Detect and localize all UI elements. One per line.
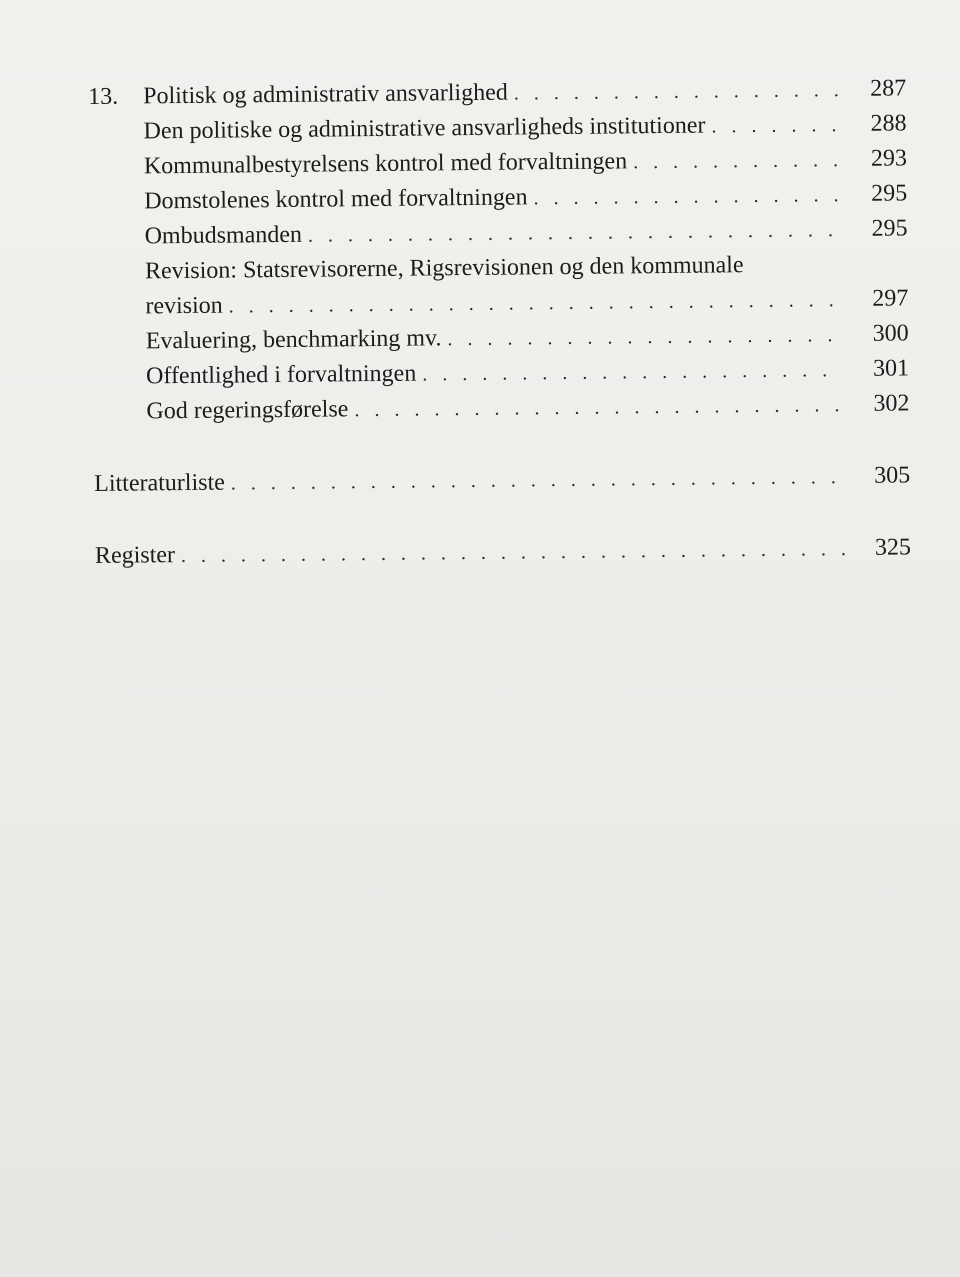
page-number: 295 (871, 215, 908, 242)
toc-entry-back-matter (92, 458, 910, 502)
toc-entry (91, 386, 909, 430)
table-of-contents (88, 71, 911, 574)
dot-leader (533, 178, 841, 216)
section-title-line2: revision (145, 292, 223, 320)
section-title: Den politiske og administrative ansvarligheds institutioner (143, 112, 706, 145)
page-number: 301 (872, 355, 910, 382)
dot-leader (711, 108, 840, 144)
section-title: God regeringsførelse (146, 396, 349, 425)
section-title: Ombudsmanden (144, 221, 303, 250)
chapter-number: 13. (88, 83, 119, 110)
dot-leader (231, 460, 845, 501)
dot-leader (447, 318, 843, 357)
dot-leader (633, 143, 841, 180)
section-title-line1: Revision: Statsrevisorerne, Rigsrevisionen og den kommunale (144, 252, 744, 285)
toc-entry-wrapped (90, 246, 909, 325)
dot-leader (514, 73, 841, 111)
section-title: Domstolenes kontrol med forvaltningen (144, 184, 528, 215)
page-number: 297 (872, 285, 909, 312)
page-number: 325 (874, 534, 912, 561)
dot-leader (354, 388, 843, 428)
chapter-title: Politisk og administrativ ansvarlighed (143, 79, 508, 110)
page-number: 302 (873, 390, 910, 417)
page-number: 293 (870, 145, 908, 172)
page-number: 288 (870, 110, 907, 137)
section-title: Kommunalbestyrelsens kontrol med forvaltningen (143, 148, 628, 180)
page-number: 300 (872, 320, 909, 347)
back-matter-title: Register (94, 542, 176, 569)
back-matter-title: Litteraturliste (94, 469, 225, 497)
page-number: 295 (871, 180, 908, 207)
section-title: Offentlighed i forvaltningen (145, 360, 417, 390)
toc-entry-back-matter (93, 530, 911, 574)
dot-leader (422, 353, 843, 392)
page-number: 287 (869, 75, 907, 102)
dot-leader (181, 532, 845, 574)
section-title: Evaluering, benchmarking mv. (145, 325, 442, 355)
page-number: 305 (874, 462, 911, 489)
